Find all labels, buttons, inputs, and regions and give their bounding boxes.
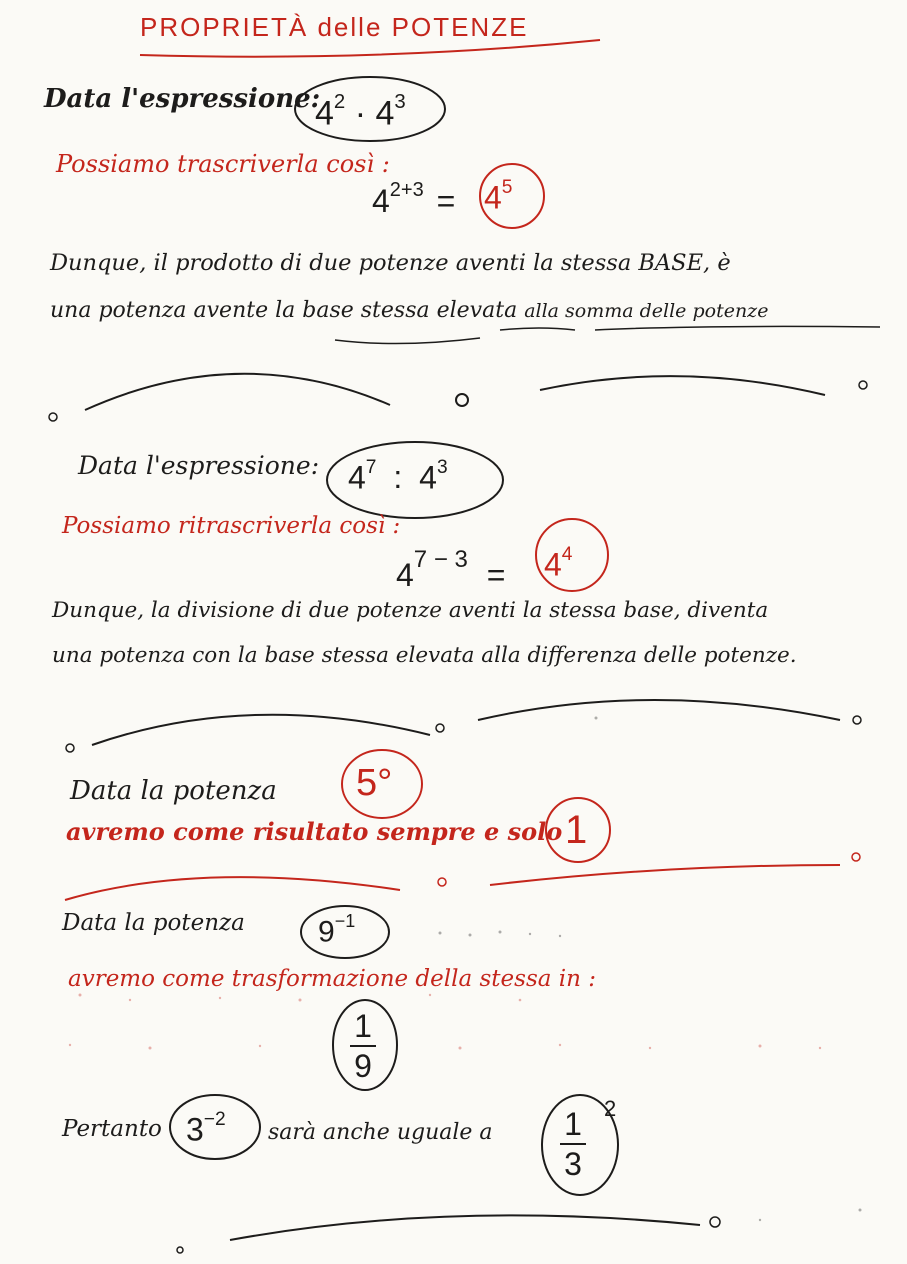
example-exp: −2: [203, 1109, 226, 1130]
separator-2-dot-right: [853, 716, 861, 724]
section1-expression: [315, 91, 406, 133]
section1-result: [484, 177, 513, 216]
separator-3b: [490, 865, 840, 885]
separator-3-dot-mid: [438, 878, 446, 886]
conclusion1-part-c: elevata: [436, 298, 518, 323]
expr2-exp1: 7: [365, 457, 377, 478]
result2-exp: 4: [561, 544, 573, 565]
section3-result-label: avremo come risultato sempre e solo: [66, 817, 563, 846]
example-fraction-bar: [560, 1143, 586, 1145]
fraction-numerator: 1: [354, 1008, 372, 1044]
section2-conclusion-line2: una potenza con la base stessa elevata alla differenza delle potenze.: [52, 643, 797, 668]
example-fraction-exp: 2: [604, 1096, 617, 1121]
section1-conclusion-line2: [50, 300, 768, 322]
separator-1b: [540, 376, 825, 395]
separator-1-dot-left: [49, 413, 57, 421]
underline-somma: [595, 326, 880, 330]
rewrite1-base: 4: [372, 183, 390, 219]
separator-2-dot-left: [66, 744, 74, 752]
therefore-label: Pertanto: [62, 1116, 162, 1142]
separator-4-dot-left: [177, 1247, 183, 1253]
section4-label: Data la potenza: [62, 910, 245, 936]
separator-2b: [478, 700, 840, 720]
separator-3a: [65, 877, 400, 900]
page-title: PROPRIETÀ delle POTENZE: [140, 12, 529, 42]
expr1-operator: ·: [354, 94, 367, 133]
rewrite2-equals: =: [486, 557, 506, 594]
red-speckles: [69, 994, 821, 1050]
section2-rewrite: [396, 546, 506, 594]
example-base: 3: [186, 1111, 204, 1148]
title-underline: [140, 40, 600, 57]
expr2-base1: 4: [348, 459, 366, 496]
separator-3-dot-right: [852, 853, 860, 861]
section4-power: [318, 912, 355, 947]
conclusion1-part-b: base stessa: [302, 298, 430, 323]
power4-exp: −1: [334, 911, 356, 931]
rewrite2-exp: 7 − 3: [413, 546, 468, 573]
section3-label: Data la potenza: [70, 776, 277, 806]
example-fraction-denominator: 3: [564, 1146, 582, 1182]
section1-label: Data l'espressione:: [44, 84, 321, 114]
example-fraction: [560, 1108, 586, 1180]
separator-1-dot-right: [859, 381, 867, 389]
separator-1-dot-mid: [456, 394, 468, 406]
fraction-bar: [350, 1045, 376, 1047]
separator-4-dot-right: [710, 1217, 720, 1227]
underline-elevata: [500, 328, 575, 330]
section2-result: [544, 544, 573, 583]
example-mid-text: sarà anche uguale a: [268, 1120, 493, 1145]
section3-result: 1: [565, 808, 588, 852]
underline-base-stessa: [335, 338, 480, 344]
rewrite1-equals: =: [436, 183, 456, 219]
conclusion1-part-a: una potenza avente la: [50, 298, 296, 323]
section3-power: 5°: [356, 762, 393, 804]
separator-2a: [92, 715, 430, 745]
separator-2-dot-mid: [436, 724, 444, 732]
section1-rewrite: [372, 180, 455, 217]
example-power: [186, 1109, 226, 1148]
result1-exp: 5: [501, 177, 513, 198]
section4-transform-label: avremo come trasformazione della stessa in :: [68, 966, 597, 992]
result2-base: 4: [544, 546, 562, 583]
rewrite2-base: 4: [396, 557, 414, 594]
result1-base: 4: [484, 179, 502, 216]
expr1-exp1: 2: [333, 91, 346, 113]
example-fraction-numerator: 1: [564, 1106, 582, 1142]
separator-1a: [85, 374, 390, 410]
rewrite1-exp: 2+3: [389, 179, 424, 201]
expr1-base1: 4: [315, 94, 334, 133]
conclusion1-part-d: alla somma delle potenze: [524, 300, 769, 322]
expr2-base2: 4: [419, 459, 437, 496]
expr2-operator: :: [393, 459, 403, 496]
section1-rewrite-label: Possiamo trascriverla così :: [56, 150, 390, 178]
section4-fraction: [350, 1010, 376, 1082]
section2-expression: [348, 457, 448, 496]
expr1-base2: 4: [375, 94, 395, 133]
section2-conclusion-line1: Dunque, la divisione di due potenze aventi la stessa base, diventa: [52, 598, 769, 623]
separator-4: [230, 1215, 700, 1240]
expr2-exp2: 3: [436, 457, 448, 478]
section1-conclusion-line1: Dunque, il prodotto di due potenze aventi la stessa BASE, è: [50, 250, 731, 276]
section2-label: Data l'espressione:: [78, 451, 320, 480]
expr1-exp2: 3: [394, 91, 406, 113]
fraction-denominator: 9: [354, 1048, 372, 1084]
section2-rewrite-label: Possiamo ritrascriverla così :: [62, 513, 401, 539]
power4-base: 9: [318, 915, 335, 949]
